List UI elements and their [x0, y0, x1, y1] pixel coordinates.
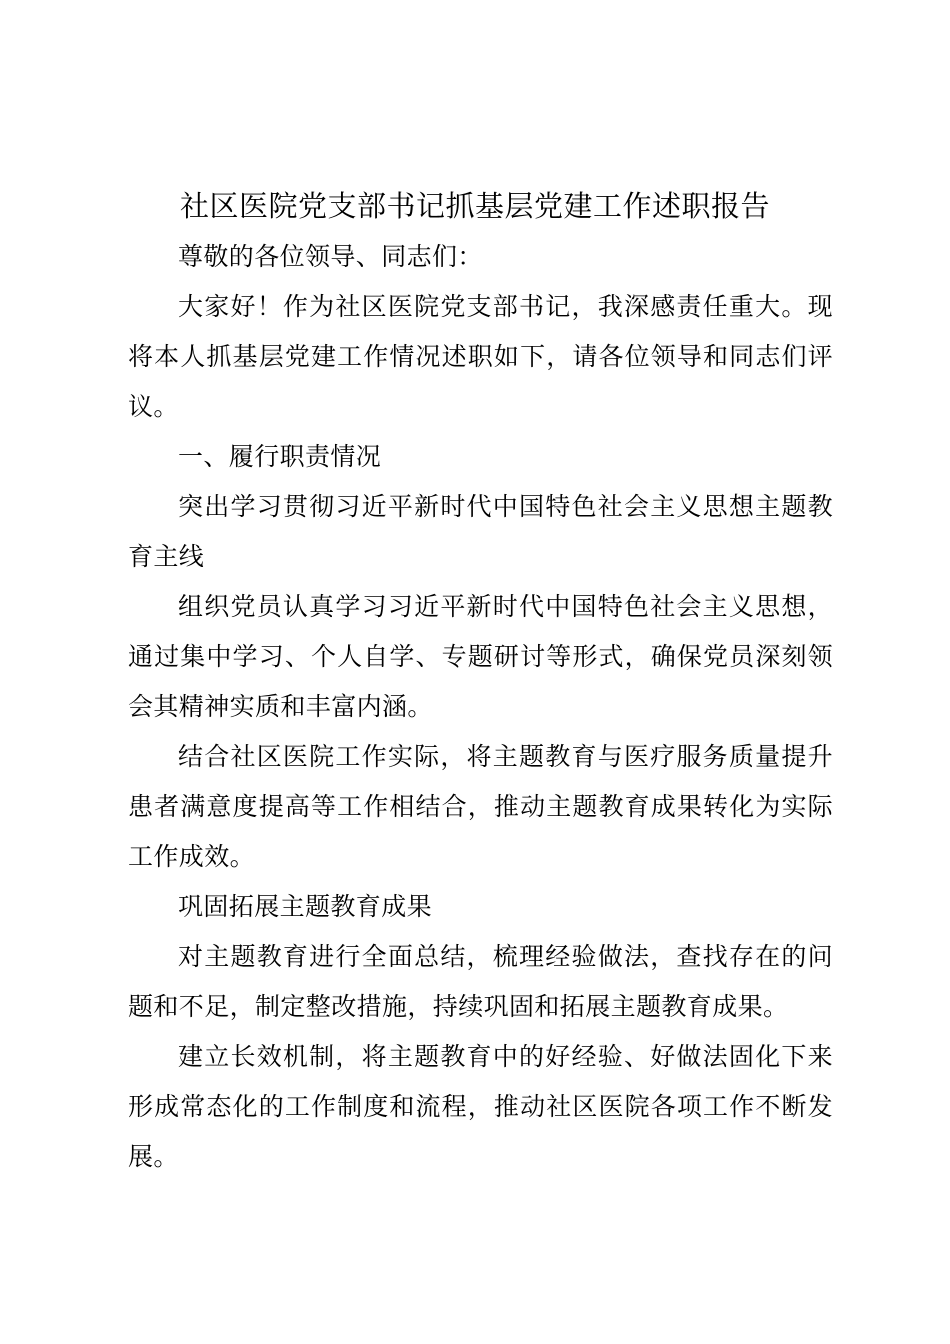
opening-paragraph: 大家好！作为社区医院党支部书记，我深感责任重大。现将本人抓基层党建工作情况述职如下，请各位领导和同志们评议。	[128, 292, 833, 421]
paragraph: 组织党员认真学习习近平新时代中国特色社会主义思想，通过集中学习、个人自学、专题研讨等形式，确保党员深刻领会其精神实质和丰富内涵。	[128, 592, 833, 721]
paragraph: 结合社区医院工作实际，将主题教育与医疗服务质量提升患者满意度提高等工作相结合，推动主题教育成果转化为实际工作成效。	[128, 742, 833, 871]
section-heading: 一、履行职责情况	[178, 442, 382, 471]
paragraph: 建立长效机制，将主题教育中的好经验、好做法固化下来形成常态化的工作制度和流程，推动社区医院各项工作不断发展。	[128, 1042, 833, 1171]
document-title: 社区医院党支部书记抓基层党建工作述职报告	[179, 189, 770, 223]
paragraph: 对主题教育进行全面总结，梳理经验做法，查找存在的问题和不足，制定整改措施，持续巩固和拓展主题教育成果。	[128, 942, 833, 1021]
subheading-2: 巩固拓展主题教育成果	[178, 892, 433, 921]
salutation: 尊敬的各位领导、同志们：	[178, 242, 483, 271]
subheading-1: 突出学习贯彻习近平新时代中国特色社会主义思想主题教育主线	[128, 492, 833, 571]
document-body	[128, 232, 833, 1182]
